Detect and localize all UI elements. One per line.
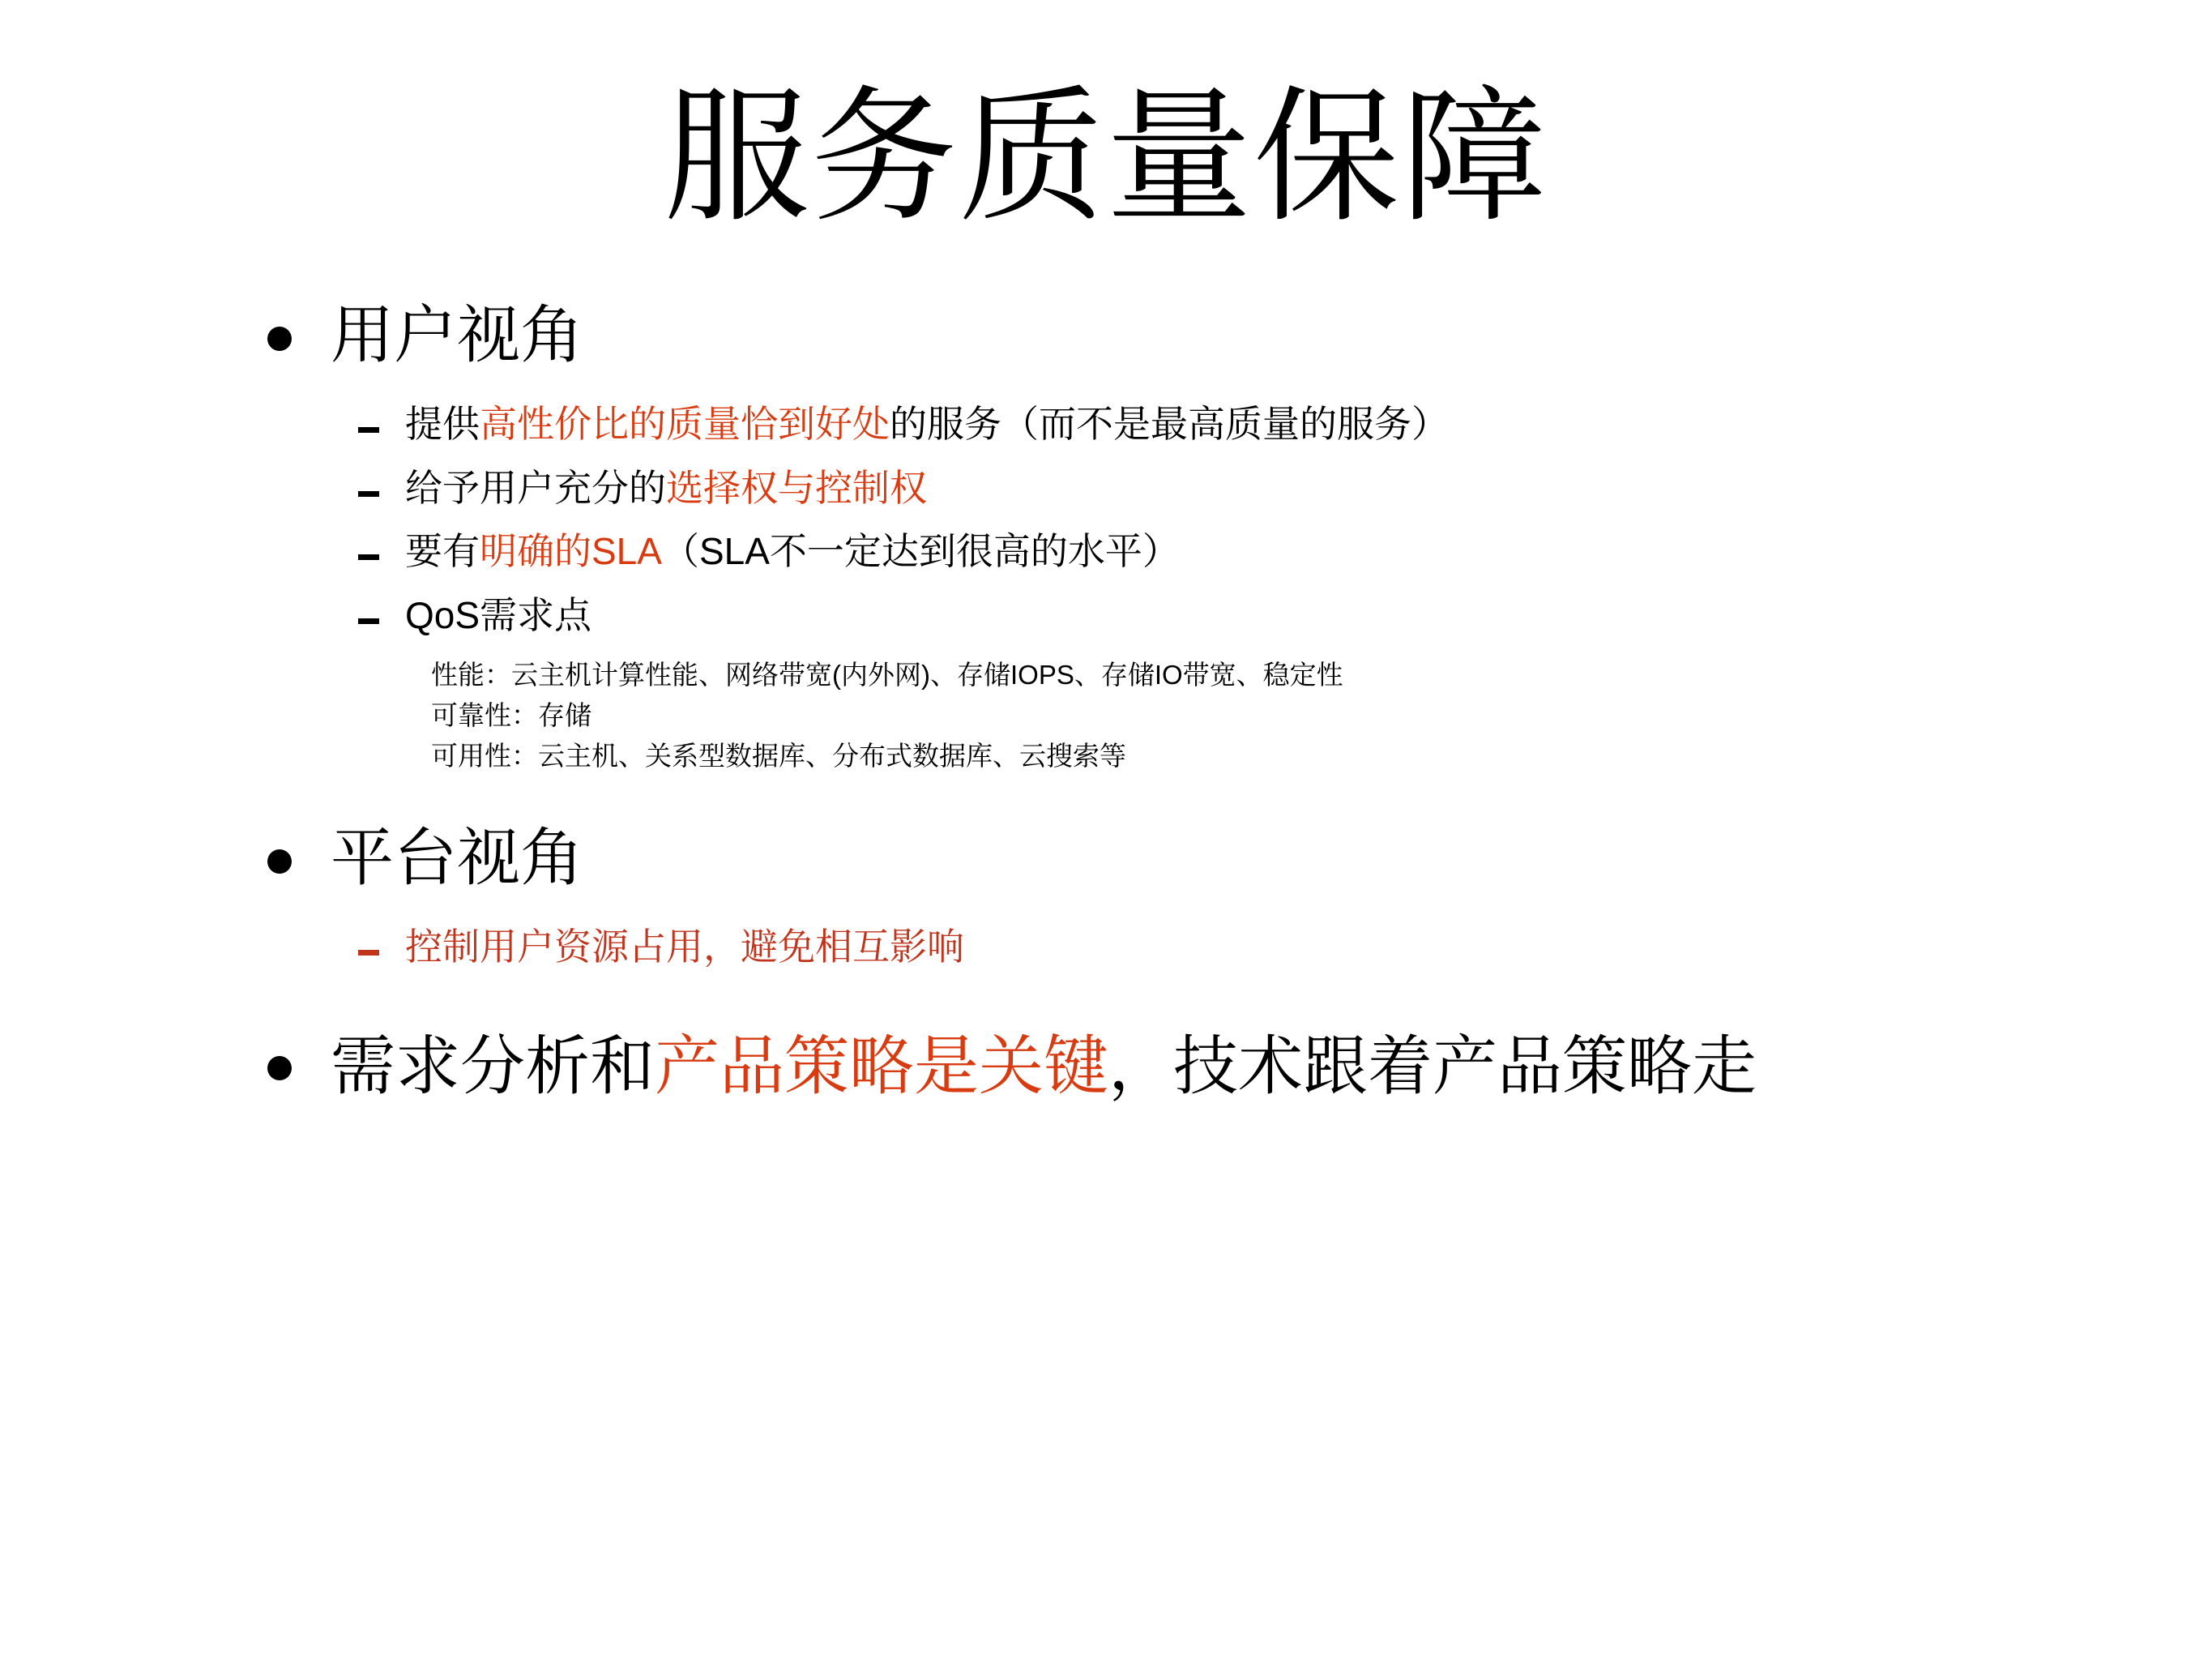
bullet-level1-label: 需求分析和产品策略是关键，技术跟着产品策略走 (331, 1030, 1757, 1103)
page-title: 服务质量保障 (663, 76, 1548, 239)
dash-bullet-icon (358, 950, 379, 956)
bullet-level1-user-perspective (267, 297, 2115, 372)
bullet-dot-icon (267, 327, 292, 351)
bullet-level1-label: 平台视角 (331, 822, 584, 894)
detail-line: 可用性：云主机、关系型数据库、分布式数据库、云搜索等 (431, 741, 1126, 772)
dash-bullet-icon (358, 618, 379, 624)
detail-line: 可靠性：存储 (431, 700, 591, 731)
detail-line-list (431, 655, 2115, 776)
dash-bullet-icon (358, 427, 379, 433)
dash-bullet-icon (358, 554, 379, 560)
sub-bullet-text: 控制用户资源占用，避免相互影响 (405, 926, 964, 968)
slide-body (0, 297, 2212, 1106)
list-item (358, 464, 2115, 513)
list-item (358, 527, 2115, 576)
bullet-dot-icon (267, 849, 292, 874)
sub-bullet-text: 要有明确的SLA（SLA不一定达到很高的水平） (405, 530, 1180, 573)
sub-bullet-text: 提供高性价比的质量恰到好处的服务（而不是最高质量的服务） (405, 403, 1449, 446)
bullet-level1-platform-perspective (267, 820, 2115, 895)
sub-bullet-text: 给予用户充分的选择权与控制权 (405, 466, 927, 509)
sub-bullet-text: QoS需求点 (405, 594, 592, 637)
detail-line: 性能：云主机计算性能、网络带宽(内外网)、存储IOPS、存储IO带宽、稳定性 (431, 659, 1343, 690)
bullet-dot-icon (267, 1056, 292, 1080)
sub-bullet-list-user (358, 400, 2115, 776)
sub-bullet-list-platform (358, 922, 2115, 972)
bullet-level1-label: 用户视角 (331, 299, 584, 370)
list-item (358, 591, 2115, 640)
list-item (358, 400, 2115, 449)
bullet-level1-conclusion (267, 1027, 2115, 1106)
dash-bullet-icon (358, 491, 379, 497)
list-item (358, 922, 2115, 972)
